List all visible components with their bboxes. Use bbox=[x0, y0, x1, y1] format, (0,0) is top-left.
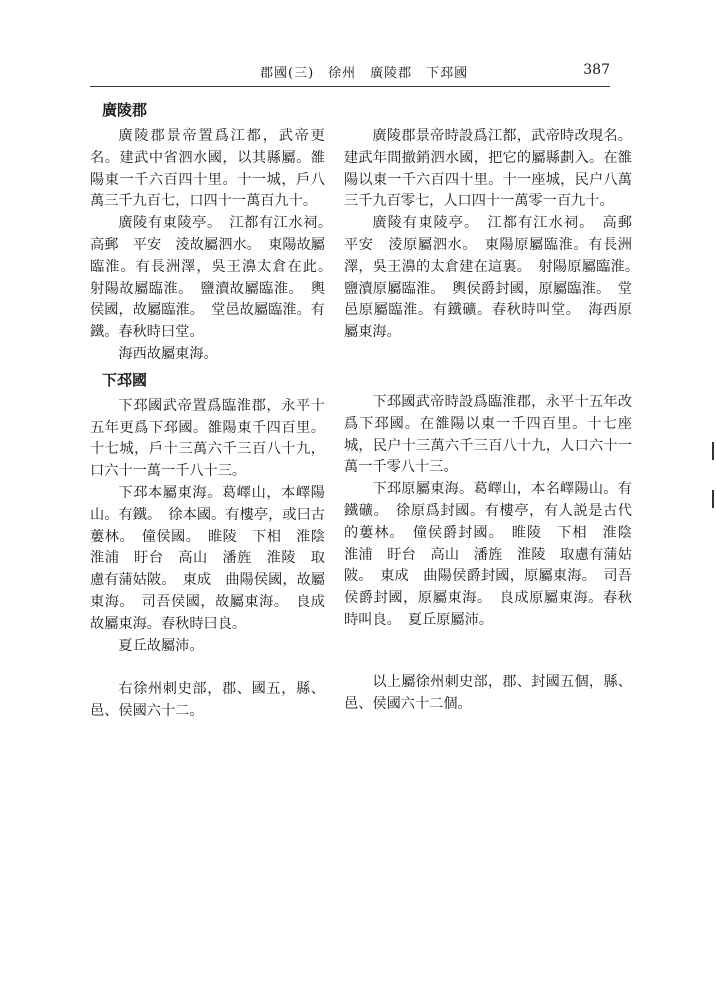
right-para-guangling-summary: 廣陵郡景帝時設爲江都，武帝時改現名。建武年間撤銷泗水國，把它的屬縣劃入。在雒陽以東一千六百四十里。十一座城，民户八萬三千九百零七，人口四十一萬零一百九十。 bbox=[344, 128, 632, 210]
right-para-xiapi-summary: 下邳國武帝時設爲臨淮郡，永平十五年改爲下邳國。在雒陽以東一千四百里。十七座城，民户十三萬六千三百八十九，人口六十一萬一千零八十三。 bbox=[344, 393, 632, 476]
right-para-xiapi-counties: 下邳原屬東海。葛嶧山，本名嶧陽山。有鐵礦。 徐原爲封國。有樓亭，有人説是古代的蔞林。 僮侯爵封國。 睢陵 下相 淮陰 淮浦 盱台 高山 潘旌 淮陵 取慮有蒲姑陂。 東成 曲陽侯爵封國，原屬東海。 司吾侯爵封國，原屬東海。 良成原屬東海。春秋時叫良。 夏丘原屬沛。 bbox=[344, 481, 647, 628]
left-para-haixi: 海西故屬東海。 bbox=[118, 345, 218, 362]
right-para-guangling-counties: 廣陵有東陵亭。 江都有江水祠。 高郵 平安 淩原屬泗水。 東陽原屬臨淮。有長洲澤，吳王濞的太倉建在這裏。 射陽原屬臨淮。 鹽瀆原屬臨淮。 輿侯爵封國，原屬臨淮。 堂邑原屬臨淮。有鐵礦。春秋時叫堂。 海西原屬東海。 bbox=[344, 215, 647, 341]
section-heading-xiapi: 下邳國 bbox=[102, 370, 148, 389]
left-para-guangling-counties: 廣陵有東陵亭。 江都有江水祠。 高郵 平安 淩故屬泗水。 東陽故屬臨淮。有長洲澤，吳王濞太倉在此。 射陽故屬臨淮。 鹽瀆故屬臨淮。 輿侯國，故屬臨淮。 堂邑故屬臨淮。有鐵。春秋時曰堂。 bbox=[90, 215, 340, 341]
left-para-xiaqiu: 夏丘故屬沛。 bbox=[118, 637, 204, 654]
page-number: 387 bbox=[583, 62, 610, 78]
left-para-xuzhou-total: 右徐州刺史部，郡、國五，縣、邑、侯國六十二。 bbox=[90, 681, 325, 720]
section-heading-guangling: 廣陵郡 bbox=[102, 101, 148, 119]
left-para-xiapi-summary: 下邳國武帝置爲臨淮郡，永平十五年更爲下邳國。雒陽東千四百里。十七城，戶十三萬六千三百八十九，口六十一萬一千八十三。 bbox=[90, 397, 325, 480]
running-header bbox=[90, 62, 610, 84]
right-column-translation bbox=[344, 100, 647, 715]
right-para-xuzhou-total: 以上屬徐州刺史部，郡、封國五個，縣、邑、侯國六十二個。 bbox=[344, 673, 632, 712]
header-title: 郡國(三) 徐州 廣陵郡 下邳國 bbox=[260, 66, 469, 81]
left-para-guangling-summary: 廣陵郡景帝置爲江都，武帝更名。建武中省泗水國，以其縣屬。雒陽東一千六百四十里。十一城，戶八萬三千九百七，口四十一萬百九十。 bbox=[90, 128, 325, 210]
left-para-xiapi-counties: 下邳本屬東海。葛嶧山，本嶧陽山。有鐵。 徐本國。有樓亭，或曰古蔞林。 僮侯國。 睢陵 下相 淮陰 淮浦 盱台 高山 潘旌 淮陵 取慮有蒲姑陂。 東成 曲陽侯國，故屬東海。 司吾侯國，故屬東海。 良成故屬東海。春秋時曰良。 bbox=[90, 484, 340, 632]
edge-mark bbox=[712, 490, 714, 508]
left-column-original-text bbox=[90, 100, 340, 723]
edge-mark bbox=[712, 442, 714, 460]
header-rule bbox=[90, 86, 610, 87]
